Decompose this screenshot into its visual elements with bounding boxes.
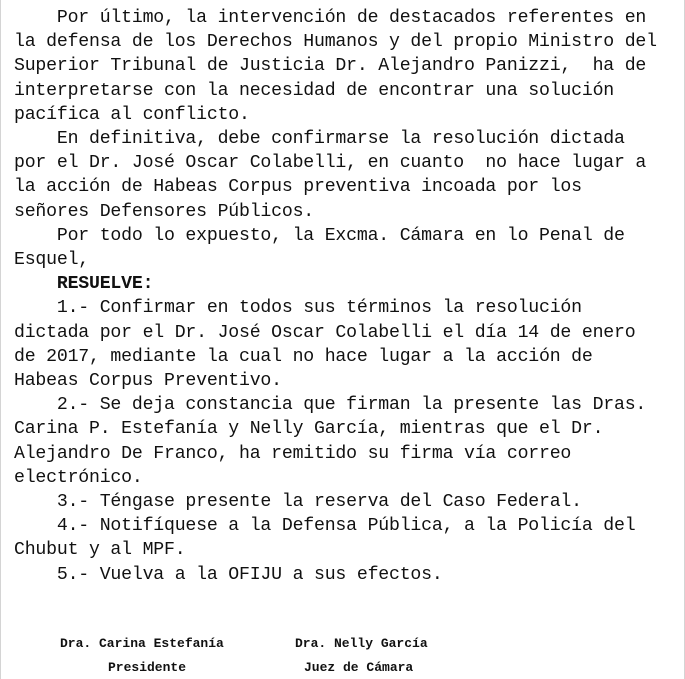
text-line: 2.- Se deja constancia que firman la presente las Dras.: [14, 395, 647, 416]
text-line: dictada por el Dr. José Oscar Colabelli el día 14 de enero: [14, 322, 636, 343]
text-line: Alejandro De Franco, ha remitido su firma vía correo: [14, 443, 572, 464]
text-line: 4.- Notifíquese a la Defensa Pública, a la Policía del: [14, 516, 636, 537]
text-line: de 2017, mediante la cual no hace lugar a la acción de: [14, 346, 593, 367]
signature-right-title: Juez de Cámara: [304, 660, 414, 675]
text-line: la defensa de los Derechos Humanos y del propio Ministro del: [14, 32, 657, 53]
signature-right-name: Dra. Nelly García: [295, 636, 428, 651]
text-line: En definitiva, debe confirmarse la resolución dictada: [14, 129, 625, 150]
text-line: 1.- Confirmar en todos sus términos la resolución: [14, 298, 582, 319]
text-line: señores Defensores Públicos.: [14, 201, 314, 222]
text-line: 5.- Vuelva a la OFIJU a sus efectos.: [14, 564, 443, 585]
text-line: Habeas Corpus Preventivo.: [14, 371, 282, 392]
text-line: Superior Tribunal de Justicia Dr. Alejandro Panizzi, ha de: [14, 56, 647, 77]
signature-left-name: Dra. Carina Estefanía: [60, 636, 224, 651]
text-line: 3.- Téngase presente la reserva del Caso Federal.: [14, 492, 582, 513]
document-body: [14, 6, 684, 587]
text-line: Chubut y al MPF.: [14, 540, 186, 561]
text-line: la acción de Habeas Corpus preventiva incoada por los: [14, 177, 582, 198]
text-line: electrónico.: [14, 467, 143, 488]
text-line: por el Dr. José Oscar Colabelli, en cuanto no hace lugar a: [14, 153, 647, 174]
resuelve-heading: RESUELVE:: [14, 274, 154, 295]
text-line: Carina P. Estefanía y Nelly García, mientras que el Dr.: [14, 419, 604, 440]
text-line: interpretarse con la necesidad de encontrar una solución: [14, 80, 614, 101]
signature-left-title: Presidente: [108, 660, 187, 675]
text-line: pacífica al conflicto.: [14, 104, 250, 125]
text-line: Por todo lo expuesto, la Excma. Cámara en lo Penal de: [14, 225, 625, 246]
text-line: Por último, la intervención de destacados referentes en: [14, 8, 647, 28]
text-line: Esquel,: [14, 250, 89, 271]
